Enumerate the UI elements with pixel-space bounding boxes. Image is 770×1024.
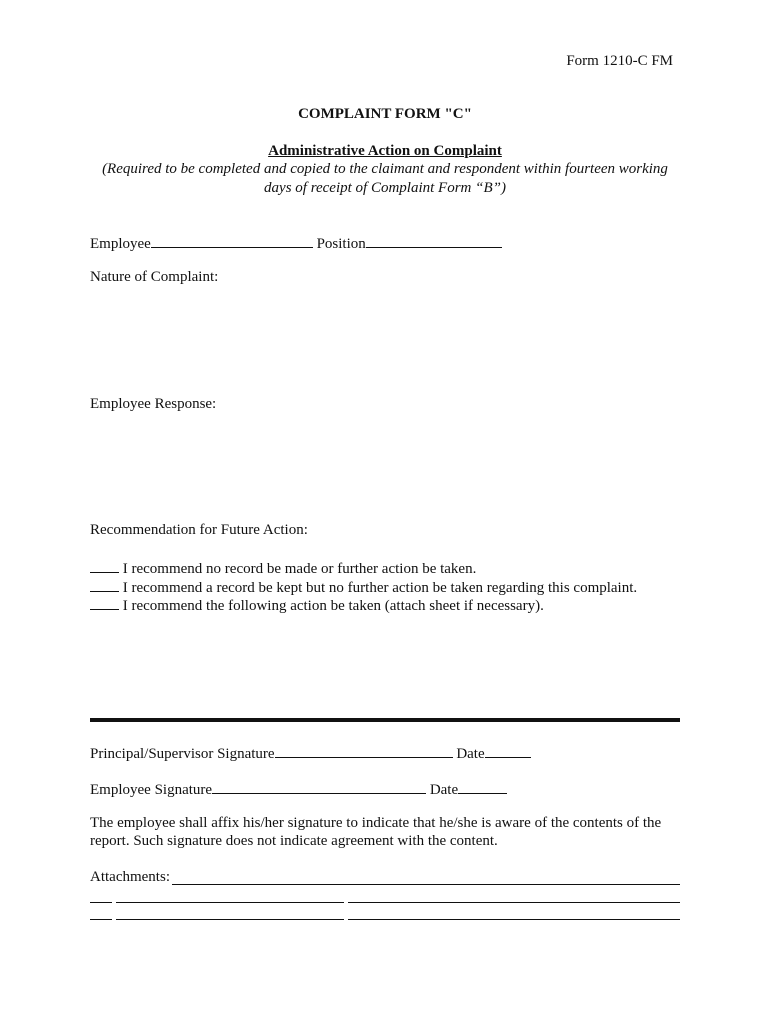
form-subtitle: Administrative Action on Complaint <box>268 143 502 159</box>
recommendation-text-3: I recommend the following action be taken (attach sheet if necessary). <box>122 598 544 614</box>
nature-of-complaint-area[interactable] <box>90 292 680 382</box>
recommendation-option-1 <box>90 558 476 578</box>
employee-signature-field[interactable] <box>212 779 426 794</box>
supervisor-date-label: Date <box>456 746 485 762</box>
recommendation-option-2 <box>90 577 637 597</box>
employee-date-label: Date <box>429 782 459 798</box>
section-divider <box>90 718 680 722</box>
attachments-line-2c[interactable] <box>348 902 680 903</box>
nature-of-complaint-label: Nature of Complaint: <box>90 269 219 285</box>
instruction-line-1: (Required to be completed and copied to the claimant and respondent within fourteen working <box>102 161 668 177</box>
employee-label: Employee <box>90 236 151 252</box>
recommendation-check-3[interactable] <box>90 595 119 610</box>
employee-field[interactable] <box>151 233 313 248</box>
recommendation-text-2: I recommend a record be kept but no further action be taken regarding this complaint. <box>122 580 638 596</box>
notice-line-1: The employee shall affix his/her signature to indicate that he/she is aware of the contents of the <box>90 815 662 831</box>
employee-position-row <box>90 233 502 253</box>
attachments-line-3a[interactable] <box>90 919 112 920</box>
form-number: Form 1210-C FM <box>566 53 673 69</box>
position-label: Position <box>316 236 366 252</box>
recommendation-check-1[interactable] <box>90 558 119 573</box>
attachments-line-2a[interactable] <box>90 902 112 903</box>
recommendation-label: Recommendation for Future Action: <box>90 522 308 538</box>
supervisor-signature-field[interactable] <box>275 743 453 758</box>
recommendation-text-1: I recommend no record be made or further action be taken. <box>122 561 477 577</box>
employee-date-field[interactable] <box>458 779 507 794</box>
form-title: COMPLAINT FORM "C" <box>298 106 472 122</box>
recommendation-check-2[interactable] <box>90 577 119 592</box>
supervisor-signature-label: Principal/Supervisor Signature <box>90 746 275 762</box>
attachments-line-3b[interactable] <box>116 919 344 920</box>
recommendation-option-3 <box>90 595 544 615</box>
attachments-line-1[interactable] <box>172 884 680 885</box>
notice-line-2: report. Such signature does not indicate agreement with the content. <box>90 833 498 849</box>
employee-signature-row <box>90 779 507 799</box>
attachments-line-2b[interactable] <box>116 902 344 903</box>
instruction-line-2: days of receipt of Complaint Form “B”) <box>264 180 506 196</box>
attachments-label: Attachments: <box>90 869 170 885</box>
employee-response-label: Employee Response: <box>90 396 217 412</box>
employee-response-area[interactable] <box>90 420 680 510</box>
attachments-line-3c[interactable] <box>348 919 680 920</box>
supervisor-signature-row <box>90 743 531 763</box>
supervisor-date-field[interactable] <box>485 743 531 758</box>
position-field[interactable] <box>366 233 502 248</box>
employee-signature-label: Employee Signature <box>90 782 213 798</box>
